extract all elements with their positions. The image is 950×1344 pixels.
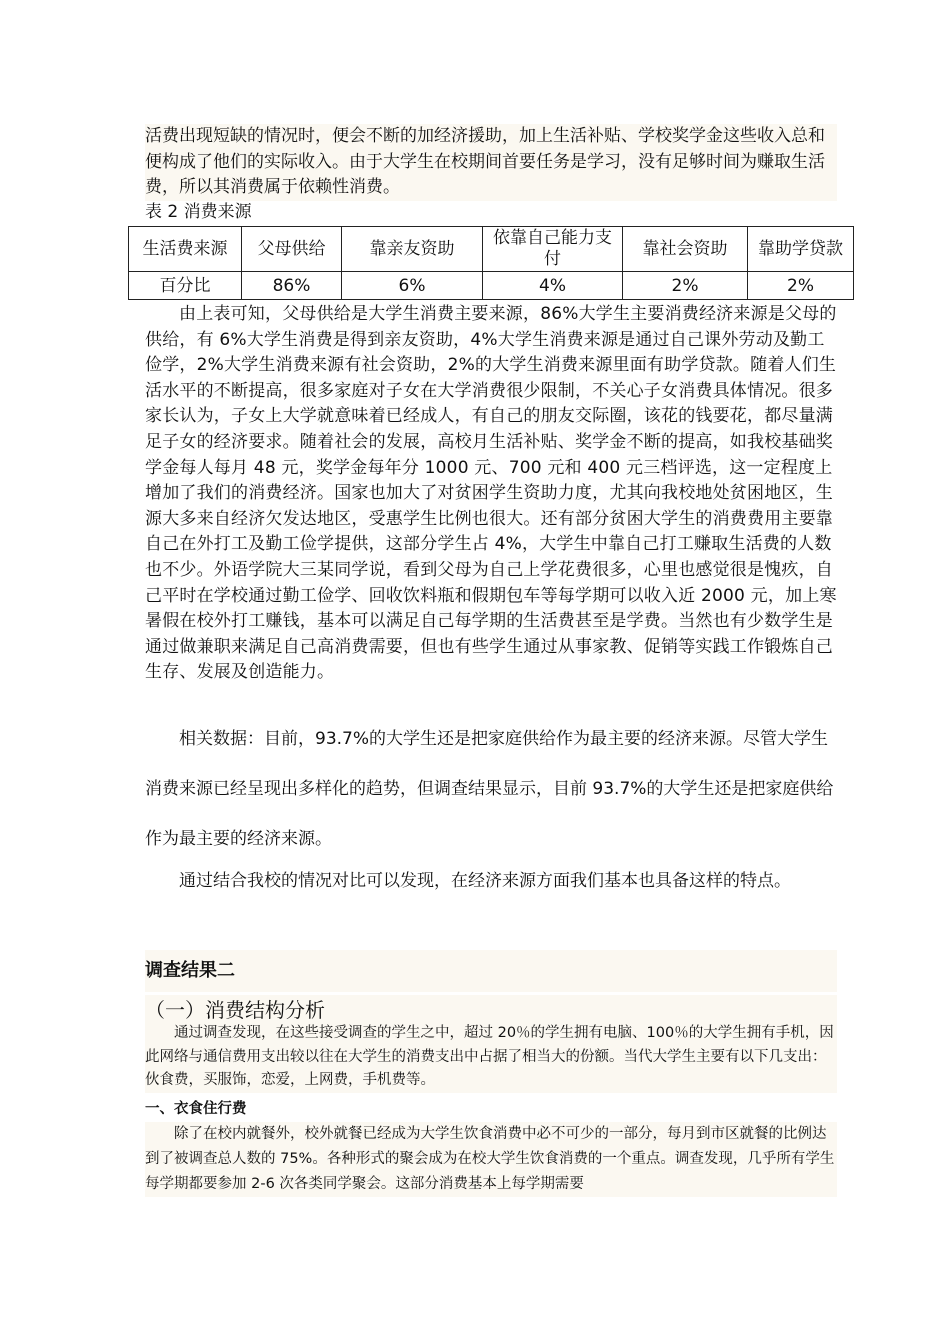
table-row: [129, 272, 854, 300]
header-cell: 靠亲友资助: [342, 227, 483, 272]
subsection-title: （一）消费结构分析: [145, 995, 837, 1025]
heading-food-housing: 一、衣食住行费: [145, 1101, 247, 1117]
consumption-source-table: [128, 226, 854, 300]
paragraph-4: 通过结合我校的情况对比可以发现，在经济来源方面我们基本也具备这样的特点。: [179, 871, 791, 891]
paragraph-5: 通过调查发现，在这些接受调查的学生之中，超过 20％的学生拥有电脑、100％的大学生拥有手机，因此网络与通信费用支出较以往在大学生的消费支出中占据了相当大的份额。当代大学生主要有以下几支出：伙食费，买服饰，恋爱，上网费，手机费等。: [145, 1022, 837, 1093]
table-caption: 表 2 消费来源: [145, 202, 252, 222]
header-cell: 靠助学贷款: [748, 227, 854, 272]
header-cell: 生活费来源: [129, 227, 242, 272]
table-cell: 86%: [242, 272, 342, 300]
paragraph-2: 由上表可知，父母供给是大学生消费主要来源，86%大学生主要消费经济来源是父母的供给，有 6%大学生消费是得到亲友资助，4%大学生消费来源是通过自己课外劳动及勤工俭学，2%大学生消费来源有社会资助，2%的大学生消费来源里面有助学贷款。随着人们生活水平的不断提高，很多家庭对子女在大学消费很少限制，不关心子女消费具体情况。很多家长认为，子女上大学就意味着已经成人，有自己的朋友交际圈，该花的钱要花，都尽量满足子女的经济要求。随着社会的发展，高校月生活补贴、奖学金不断的提高，如我校基础奖学金每人每月 48 元，奖学金每年分 1000 元、700 元和 400 元三档评选，这一定程度上增加了我们的消费经济。国家也加大了对贫困学生资助力度，尤其向我校地处贫困地区，生源大多来自经济欠发达地区，受惠学生比例也很大。还有部分贫困大学生的消费费用主要靠自己在外打工及勤工俭学提供，这部分学生占 4%，大学生中靠自己打工赚取生活费的人数也不少。外语学院大三某同学说，看到父母为自己上学花费很多，心里也感觉很是愧疚，自己平时在学校通过勤工俭学、回收饮料瓶和假期包车等每学期可以收入近 2000 元，加上寒暑假在校外打工赚钱，基本可以满足自己每学期的生活费甚至是学费。当然也有少数学生是通过做兼职来满足自己高消费需要，但也有些学生通过从事家教、促销等实践工作锻炼自己生存、发展及创造能力。: [145, 304, 837, 683]
table-header-row: [129, 227, 854, 272]
table-cell: 4%: [483, 272, 623, 300]
table-cell: 百分比: [129, 272, 242, 300]
table-cell: 6%: [342, 272, 483, 300]
header-cell: 依靠自己能力支付: [483, 227, 623, 272]
section-title: 调查结果二: [145, 950, 837, 992]
table-cell: 2%: [748, 272, 854, 300]
paragraph-3: 相关数据：目前，93.7%的大学生还是把家庭供给作为最主要的经济来源。尽管大学生消费来源已经呈现出多样化的趋势，但调查结果显示，目前 93.7%的大学生还是把家庭供给作为最主要的经济来源。: [145, 729, 834, 849]
table-cell: 2%: [623, 272, 748, 300]
header-cell: 靠社会资助: [623, 227, 748, 272]
header-cell: 父母供给: [242, 227, 342, 272]
paragraph-6: 除了在校内就餐外，校外就餐已经成为大学生饮食消费中必不可少的一部分，每月到市区就餐的比例达到了被调查总人数的 75%。各种形式的聚会成为在校大学生饮食消费的一个重点。调查发现，几乎所有学生每学期都要参加 2-6 次各类同学聚会。这部分消费基本上每学期需要: [145, 1122, 837, 1197]
paragraph-1: 活费出现短缺的情况时，便会不断的加经济援助，加上生活补贴、学校奖学金这些收入总和便构成了他们的实际收入。由于大学生在校期间首要任务是学习，没有足够时间为赚取生活费，所以其消费属于依赖性消费。: [145, 124, 837, 201]
